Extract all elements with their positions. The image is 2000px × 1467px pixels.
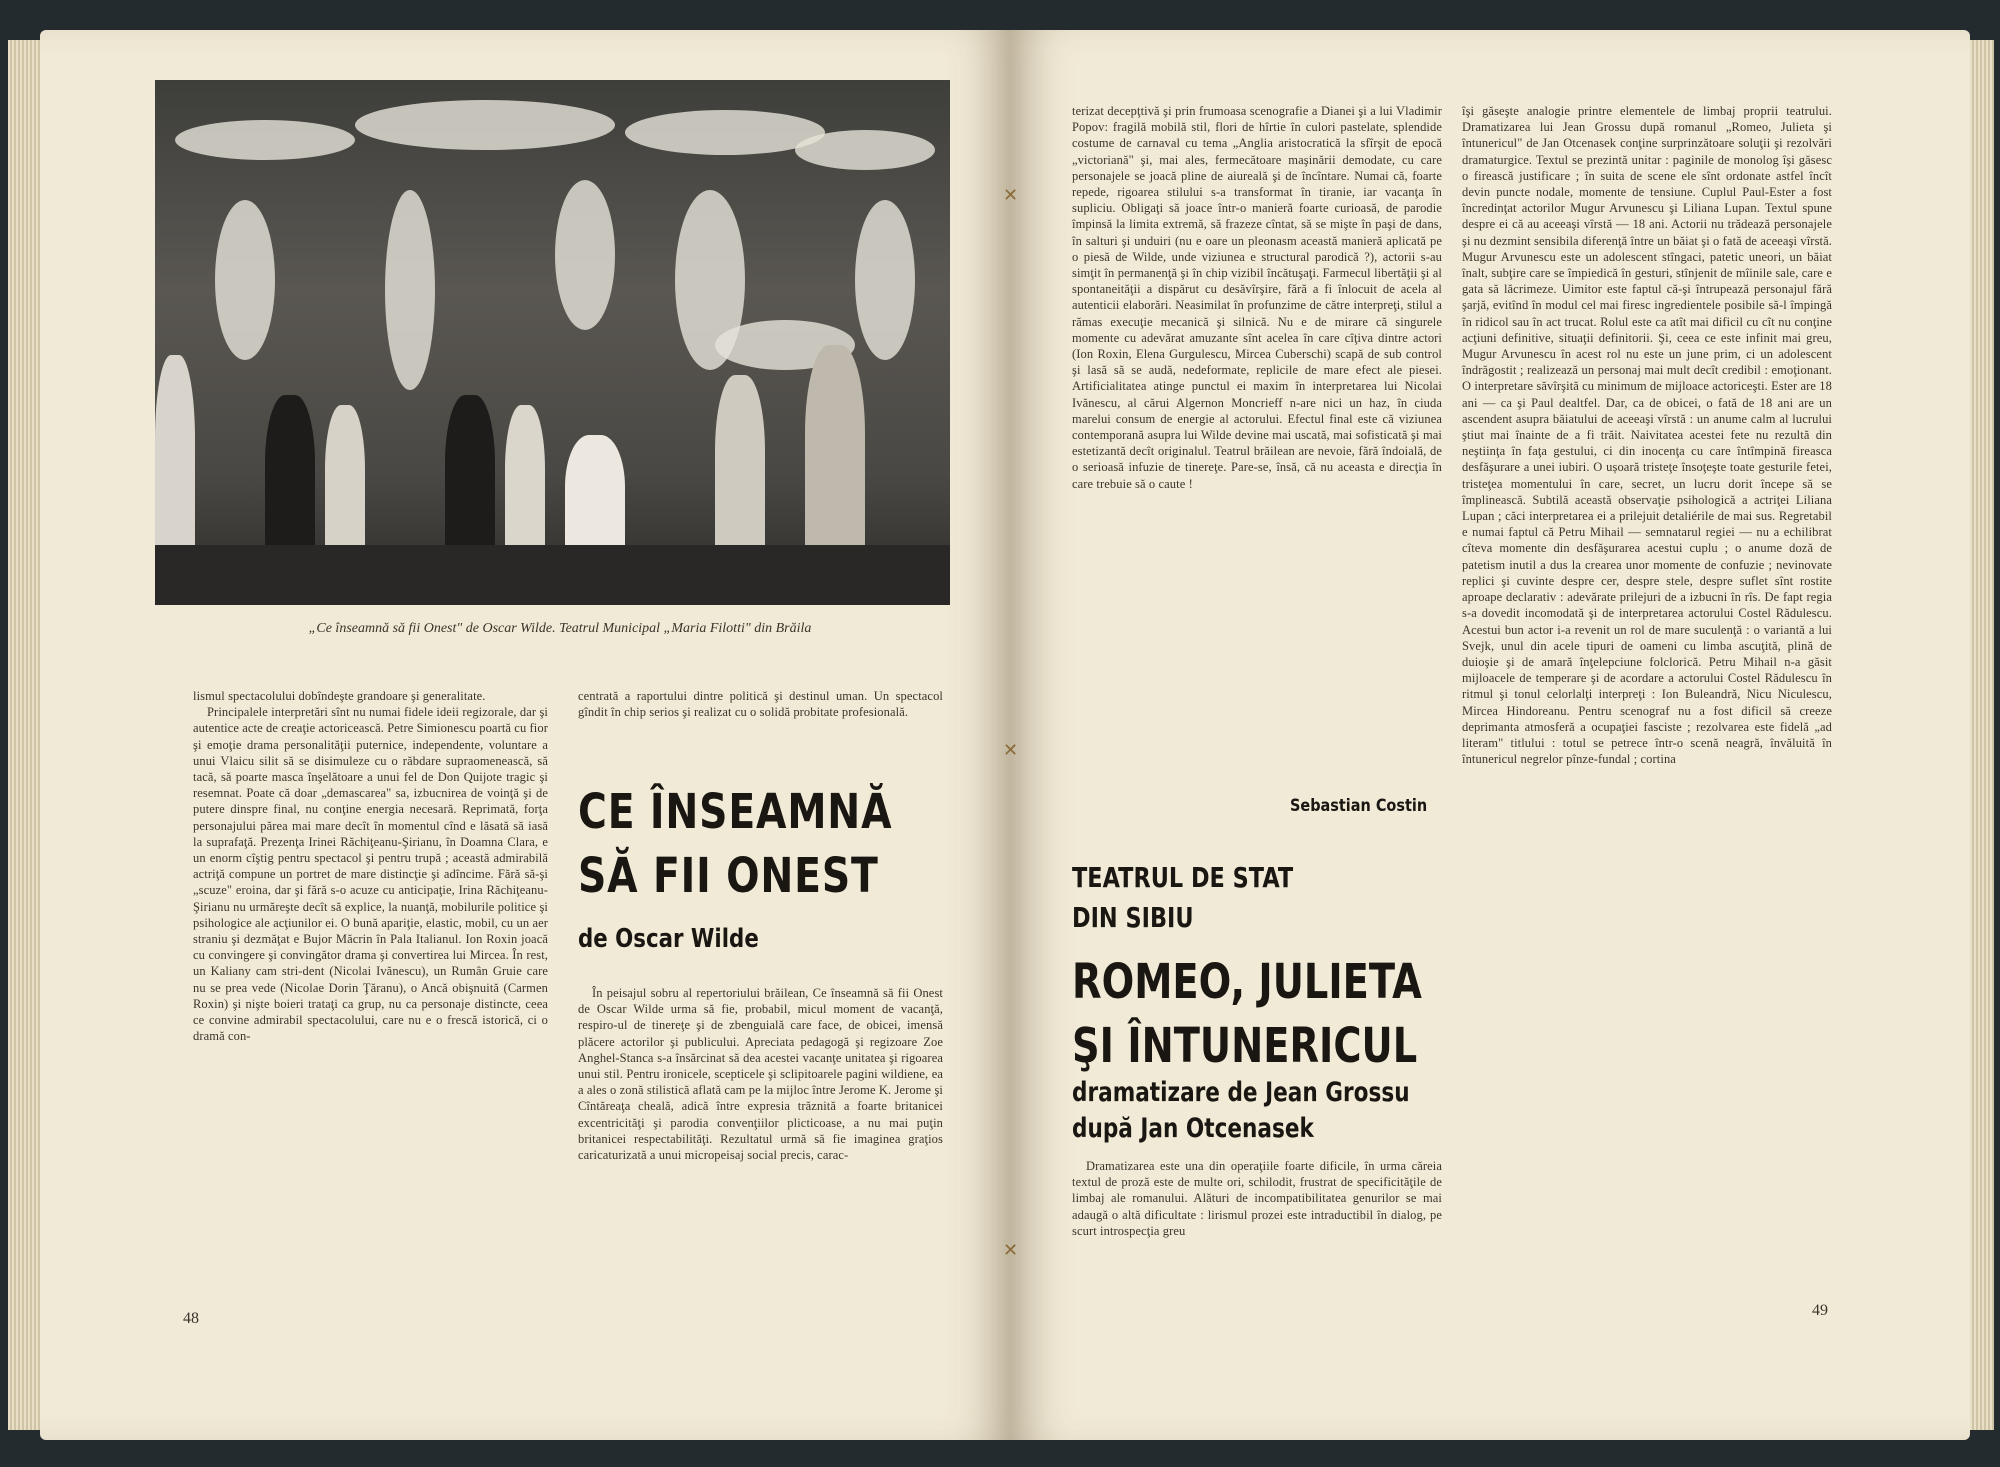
article-subtitle: [1072, 1075, 1410, 1147]
right-column-3: [1072, 103, 1442, 492]
article-subtitle-line: după Jan Otcenasek: [1072, 1113, 1314, 1144]
article-title: [1072, 950, 1422, 1078]
page-edges-right: [1968, 40, 1994, 1430]
article-title: [578, 780, 892, 908]
photo-caption: „Ce înseamnă să fii Onest" de Oscar Wilde. Teatrul Municipal „Maria Filotti" din Brăila: [308, 621, 812, 636]
left-column-2-body: [578, 985, 943, 1163]
paragraph: Dramatizarea este una din operaţiile foarte dificile, în urma căreia textul de proză este de multe ori, schilodit, frustrat de specificităţile de limbaj ale romanului. Alături de incompatibilitatea genurilor se mai adaugă o altă dificultate : lirismul prozei este intraductibil în dialog, pe scurt introspecţia greu: [1072, 1159, 1442, 1238]
stage-photo: [155, 80, 950, 605]
right-column-4: [1462, 103, 1832, 767]
binding-stitch: ✕: [1003, 185, 1019, 205]
article-title-line: ROMEO, JULIETA: [1072, 954, 1422, 1010]
binding-stitch: ✕: [1003, 1240, 1019, 1260]
article-title-line: ŞI ÎNTUNERICUL: [1072, 1018, 1418, 1074]
theatre-heading: [1072, 858, 1293, 938]
article-title-line: CE ÎNSEAMNĂ: [578, 784, 893, 840]
article-byline: de Oscar Wilde: [578, 924, 759, 954]
theatre-heading-line: TEATRUL DE STAT: [1072, 861, 1294, 894]
left-column-1: [193, 688, 548, 1044]
left-column-2-top: [578, 688, 943, 720]
paragraph: centrată a raportului dintre politică şi destinul uman. Un spectacol gîndit în chip serios şi realizat cu o solidă probitate profesională.: [578, 689, 943, 720]
author-signature: Sebastian Costin: [1290, 796, 1428, 816]
article-subtitle-line: dramatizare de Jean Grossu: [1072, 1077, 1410, 1108]
theatre-heading-line: DIN SIBIU: [1072, 901, 1194, 934]
page-number-right: 49: [1812, 1302, 1828, 1319]
paragraph: îşi găseşte analogie printre elementele de limbaj proprii teatrului. Dramatizarea lui Jean Grossu după romanul „Romeo, Julieta şi întunericul" de Jan Otcenasek conţine surprinzătoare soluţii şi rezolvări dramaturgice. Textul se prezintă unitar : paginile de monolog îşi găsesc o firească justificare ; în suita de scene ele sînt ordonate astfel încît devin puncte nodale, momente de tensiune. Cuplul Paul-Ester a fost încredinţat actorilor Mugur Arvunescu şi Liliana Lupan. Textul spune despre ei că au aceeaşi vîrstă — 18 ani. Actorii nu trădează personajele şi nu dezmint sensibila diferenţă între un băiat şi o fată de aceeaşi vîrstă. Mugur Arvunescu este un adolescent stîngaci, patetic uneori, un băiat înalt, subţire care se împiedică în gesturi, stînjenit de mîinile sale, care e gata să lăcrimeze. Uimitor este faptul că-şi întrupează personajul fără şarjă, evitînd în modul cel mai firesc ingredientele posibile să-l împingă în ridicol sau în act trucat. Rolul este ca atît mai dificil cu cît nu conţine acţiuni definitive, situaţii definitorii. Şi, ceea ce este infinit mai greu, Mugur Arvunescu în acest rol nu este un june prim, ci un adolescent îndrăgostit ; realizează un personaj mai mult decît credibil : emoţionant. O interpretare săvîrşită cu minimum de mijloace actoriceşti. Ester are 18 ani — ca şi Paul dealtfel. Dar, ca de obicei, o fată de 18 ani are un ascendent asupra băiatului de aceeaşi vîrstă : un anume calm al lucrului ştiut mai înainte de a fi trăit. Naivitatea acestei fete nu rezultă din neştiinţa în faţa gestului, ci din inocenţa cu care întîmpină fireasca desfăşurare a unei iubiri. O ușoară tristeţe însoţeşte toate gesturile fetei, tristeţea momentului în care, secret, un lucru dorit începe să se împlinească. Subtilă această observaţie psihologică a actriţei Liliana Lupan ; căci interpretarea ei a prilejuit detaliérile de mai sus. Regretabil e numai faptul că Petru Mihail — semnatarul regiei — nu a echilibrat cîteva momente din desfăşurarea acestui cuplu ; o anume doză de patetism inutil a dus la crearea unor momente de confuzie ; nevinovate replici şi cuvinte despre cer, despre stele, despre suflet sînt rostite aproape declarativ : adevărate prilejuri de a izbucni în rîs. De fapt regia s-a dovedit incomodată şi de interpretarea actorului Costel Rădulescu. Acestui bun actor i-a revenit un rol de mare suculenţă : o variantă a lui Svejk, unul din acele tipuri de oameni cu limba ascuţită, plină de duioşie şi de amară înţelepciune folclorică. Petru Mihail n-a găsit mijloacele de temperare şi de acordare a actorului Costel Rădulescu în ritmul şi tonul celorlalţi interpreţi : Ion Buleandră, Nicu Niculescu, Mircea Hindoreanu. Pentru scenograf nu a fost dificil să creeze deprimanta atmosferă a ocupaţiei fasciste ; rezolvarea este fidelă „ad literam" titlului : totul se petrece într-o scenă neagră, învăluită în întunericul negrelor pînze-fundal ; cortina: [1462, 104, 1833, 767]
paragraph: În peisajul sobru al repertoriului brăilean, Ce înseamnă să fii Onest de Oscar Wilde urma să fie, probabil, micul moment de vacanţă, respiro-ul de tinereţe şi de zbenguială care face, de obicei, imensă plăcere actorilor şi publicului. Apreciata pedagogă şi regizoare Zoe Anghel-Stanca s-a însărcinat să dea acestei vacanţe unitatea şi rigoarea unui stil. Pentru ironicele, scepticele şi sclipitoarele pagini wildiene, ea a ales o zonă stilistică aflată cam pe la mijloc între Jerome K. Jerome şi Cîntăreaţa cheală, adică între expresia trăznită a foarte britanicei excentricităţi şi parodia convenţiilor plicticoase, a nu mai puţin britanicei respectabilităţi. Rezultatul urmă să fie imaginea graţios caricaturizată a unui micropeisaj social precis, carac-: [578, 986, 943, 1163]
right-column-3-bottom: [1072, 1158, 1442, 1239]
article-title-line: SĂ FII ONEST: [578, 848, 879, 904]
paragraph: lismul spectacolului dobîndeşte grandoare şi generalitate.: [193, 689, 486, 703]
page-number-left: 48: [183, 1310, 199, 1327]
paragraph: Principalele interpretări sînt nu numai fidele ideii regizorale, dar şi autentice acte de creaţie actoricească. Petre Simionescu poartă cu fior şi emoţie drama personalităţii puternice, independente, voluntare a unui Vlaicu silit să se disimuleze cu o răbdare supraomenească, să tacă, să poarte masca înşelătoare a unui fel de Don Quijote tragic şi resemnat. Poate că doar „demascarea" sa, izbucnirea de voinţă şi de putere dinspre final, nu conţine energia necesară. Reprimată, forţa personajului părea mai mare decît în momentul cînd e lăsată să iasă la suprafaţă. Prezenţa Irinei Răchiţeanu-Şirianu, în Doamna Clara, e un enorm cîştig pentru spectacol şi pentru trupă ; această admirabilă actriţă compune un portret de mare distincţie şi adîncime. Fără să-şi „scuze" eroina, dar şi fără s-o acuze cu anticipaţie, Irina Răchiţeanu-Şirianu nu urmăreşte decît să explice, la nuanţă, mobilurile politice şi psihologice ale acţiunilor ei. O bună apariţie, elastic, mobil, cu un aer straniu şi dezmăţat e Bujor Măcrin în Pala Italianul. Ion Roxin joacă cu convingere şi convingător drama şi convertirea lui Mircea. În rest, un Kaliany cam stri-dent (Nicolai Ivănescu), un Rumân Gruie care nu se prea vede (Nicolae Dorin Ţăranu), o Ancă obişnuită (Carmen Roxin) şi nişte boieri trataţi ca grup, nu ca personaje distincte, ceea ce convine admirabil spectacolului, care nu e o frescă istorică, ci o dramă con-: [193, 705, 548, 1044]
page-edges-left: [8, 40, 42, 1430]
binding-stitch: ✕: [1003, 740, 1019, 760]
paragraph: terizat decepţtivă şi prin frumoasa scenografie a Dianei şi a lui Vladimir Popov: fragilă mobilă stil, flori de hîrtie în culori pastelate, splendide costume de carnaval cu tema „Anglia aristocratică la sfîrşit de epocă „victoriană" şi, mai ales, fermecătoare maşinării demodate, cu care personajele se joacă pline de aiureală şi de încîntare. Numai că, foarte repede, rigoarea stilului s-a transformat în tiranie, iar vacanţa în supliciu. Obligaţi să joace într-o manieră foarte curioasă, de parodie împinsă la limita extremă, să frazeze cîntat, să se mişte în paşi de dans, în salturi şi unduiri (nu e oare un pleonasm această manieră aplicată pe o piesă de Wilde, unde viziunea e structural parodică ?), actorii s-au simţit în permanenţă şi în chip vizibil încătuşaţi. Farmecul libertăţii şi al spontaneităţii a dispărut cu desăvîrşire, fără a fi înlocuit de acela al autenticii elaborări. Neasimilat în profunzime de către interpreţi, stilul a rămas execuţie mecanică şi silnică. Nu e de mirare că singurele momente cu adevărat amuzante sînt acelea în care cîţiva dintre actori (Ion Roxin, Elena Gurgulescu, Mircea Cuberschi) scapă de sub control şi lasă să se audă, nedeformate, replicile de mare efect ale piesei. Artificialitatea atinge punctul ei maxim în interpretarea lui Nicolai Ivănescu, al cărui Algernon Moncrieff n-are nici un haz, în ciuda marelui consum de energie al actorului. Efectul final este că viziunea contemporană asupra lui Wilde devine mai uscată, mai sofisticată şi mai estetizantă decît originalul. Teatrul brăilean are nevoie, fără îndoială, de o serioasă infuzie de tinereţe. Pare-se, însă, că nu aceasta e direcţia în care trebuie să o caute !: [1072, 104, 1442, 491]
